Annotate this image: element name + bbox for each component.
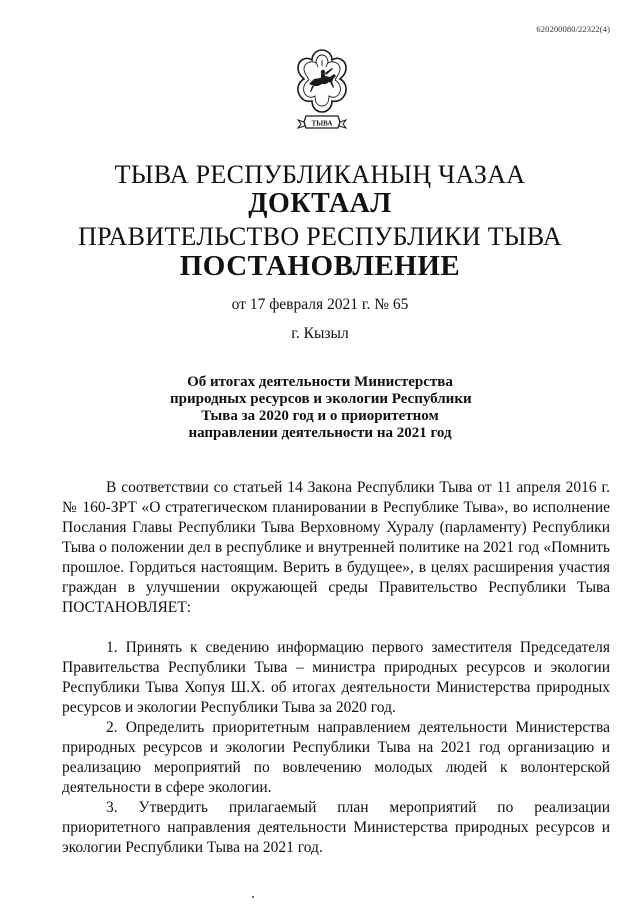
government-title-tyva: ТЫВА РЕСПУБЛИКАНЫҢ ЧАЗАА <box>114 160 526 189</box>
government-title-rus: ПРАВИТЕЛЬСТВО РЕСПУБЛИКИ ТЫВА <box>78 222 562 251</box>
subject-line: Тыва за 2020 год и о приоритетном <box>201 408 439 424</box>
resolution-item: 3. Утвердить прилагаемый план мероприятий по реализации приоритетного направления деятельности Министерства природных ресурсов и экологии Республики Тыва на 2021 год. <box>62 799 610 856</box>
subject-line: Об итогах деятельности Министерства <box>187 374 453 390</box>
scan-dot <box>252 896 254 898</box>
document-city: г. Кызыл <box>291 325 349 342</box>
document-number: 620200080/22322(4) <box>536 24 610 34</box>
doc-type-rus: ПОСТАНОВЛЕНИЕ <box>179 250 461 282</box>
document-date-number: от 17 февраля 2021 г. № 65 <box>231 296 409 313</box>
resolution-item: 2. Определить приоритетным направлением деятельности Министерства природных ресурсов и экологии Республики Тыва на 2021 год организацию и реализацию мероприятий по вовлечению молодых людей к волонтерской деятельности в сфере экологии. <box>62 719 610 796</box>
subject-line: природных ресурсов и экологии Республики <box>170 391 472 407</box>
document-body <box>62 478 610 858</box>
subject-line: направлении деятельности на 2021 год <box>188 425 452 441</box>
emblem-ribbon-text: ТЫВА <box>311 119 333 128</box>
tuva-coat-of-arms-icon <box>292 46 352 140</box>
preamble-paragraph: В соответствии со статьей 14 Закона Республики Тыва от 11 апреля 2016 г. № 160-ЗРТ «О стратегическом планировании в Республике Тыва», во исполнение Послания Главы Республики Тыва Верховному Хуралу (парламенту) Республики Тыва о положении дел в республике и внутренней политике на 2021 год «Помнить прошлое. Гордиться настоящим. Верить в будущее», в целях расширения участия граждан в улучшении окружающей среды Правительство Республики Тыва ПОСТАНОВЛЯЕТ: <box>62 479 610 616</box>
resolution-item: 1. Принять к сведению информацию первого заместителя Председателя Правительства Республики Тыва – министра природных ресурсов и экологии Республики Тыва Хопуя Ш.Х. об итогах деятельности Министерства природных ресурсов и экологии Республики Тыва за 2020 год. <box>62 639 610 716</box>
document-subject <box>170 374 470 442</box>
doc-type-tyva: ДОКТААЛ <box>248 188 392 219</box>
